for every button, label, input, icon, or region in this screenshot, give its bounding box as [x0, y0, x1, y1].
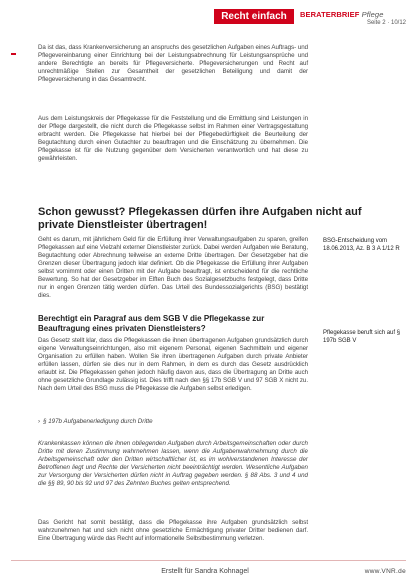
paragraph-legal-explanation: Das Gesetz stellt klar, dass die Pflegekassen die ihnen übertragenen Aufgaben grundsätzlich durch eigene Verwaltungseinrichtungen, also mit eigenem Personal, eigenen Sachmitteln und eigener Organisation zu erfüllen haben. Wollen Sie ihren übertragenen Aufgaben durch private Anbieter erfüllen lassen, dürfen sie dies nur in dem Rahmen, in dem es durch das Gesetz ausdrücklich erlaubt ist. Die Pflegekassen gehen jedoch häufig davon aus, dass die Übertragung an Dritte auch ohne gesetzliche Grundlage zulässig ist. Dies trifft nach den §§ 17b SGB V und 97 SGB X nicht zu. Nach dem Urteil des BSG muss die Pflegekasse die Aufgaben selbst erledigen. — [38, 337, 308, 392]
page-marker-line — [11, 53, 16, 55]
brief-label: BERATERBRIEF — [300, 10, 360, 19]
side-note-paragraph-ref: Pflegekasse beruft sich auf § 197b SGB V — [323, 330, 401, 344]
sub-heading: Berechtigt ein Paragraf aus dem SGB V die Pflegekasse zur Beauftragung eines privaten Dienstleisters? — [38, 314, 265, 333]
footer-url-link[interactable]: www.VNR.de — [364, 568, 406, 575]
paragraph-section-intro: Geht es darum, mit jährlichem Geld für die Erfüllung ihrer Verwaltungsaufgaben zu sparen, greifen Pflegekassen auf eine Vielzahl externer Dienstleister zurück. Dabei werden Aufgaben wie Beratung, Begutachtung oder Abrechnung teilweise an externe Dritte übertragen. Der Gesetzgeber hat die Grenzen dieser Übertragung jedoch klar definiert. Ob die Pflegekasse die Erfüllung ihrer Aufgaben selbst vornimmt oder einen Dritten mit der Aufgabe beauftragt, ist entscheidend für die rechtliche Bewertung. So hat der Gesetzgeber im Elften Buch des Sozialgesetzbuchs festgelegt, dass Dritte nur in engen Grenzen tätig werden dürfen. Das Urteil des Bundessozialgerichts (BSG) bestätigt dies. — [38, 236, 308, 299]
paragraph-second: Aus dem Leistungskreis der Pflegekasse für die Feststellung und die Ermittlung sind Leistungen in der Pflege dargestellt, die nicht durch die Pflegekasse selbst im Rahmen einer Vertragsgestaltung erbracht werden. Die Pflegekasse hat hierbei bei der Pflegebedürftigkeit die Beurteilung der Begutachtung durch einen Gutachter zu beauftragen und die Einschätzung zu übernehmen. Die Pflegekasse ist für die Nutzung gegenüber dem Versicherten verantwortlich und hat diese zu gewährleisten. — [38, 115, 308, 162]
law-quote-text: Krankenkassen können die ihnen obliegenden Aufgaben durch Arbeitsgemeinschaften oder durch Dritte mit deren Zustimmung wahrnehmen lassen, wenn die Aufgabenwahrnehmung durch die Arbeitsgemeinschaft oder den Dritten wirtschaftlicher ist, es im wohlverstandenen Interesse der Betroffenen liegt und Rechte der Versicherten nicht beeinträchtigt werden. Wesentliche Aufgaben zur Versorgung der Versicherten dürfen nicht in Auftrag gegeben werden. § 88 Abs. 3 und 4 und die §§ 89, 90 bis 92 und 97 des Zehnten Buches gelten entsprechend. — [38, 440, 308, 487]
law-quote-box — [38, 414, 308, 514]
paragraph-intro: Da ist das, dass Krankenversicherung an anspruchs des gesetzlichen Aufgaben eines Auftrags- und Pflegevereinbarung einer Einrichtung bei der Leistungsabrechnung für Leistungsansprüche und andere Berechtigte an bereits für Pflegeversicherte. Pflegeversicherungen und Recht auf unrechtmäßige Stellen zur Gesamtheit der gesetzlichen Beteiligung und damit der Pflegeversicherung in das Gesamtrecht. — [38, 44, 308, 83]
section-heading: Schon gewusst? Pflegekassen dürfen ihre Aufgaben nicht auf private Dienstleister übertragen! — [38, 206, 362, 231]
brief-sub: Pflege — [361, 10, 384, 19]
chevron-right-icon: › — [38, 418, 41, 425]
section-label-banner: Recht einfach — [214, 9, 294, 24]
paragraph-conclusion: Das Gericht hat somit bestätigt, dass die Pflegekasse ihre Aufgaben grundsätzlich selbst wahrzunehmen hat und sich nicht ohne gesetzliche Ermächtigung privater Dritter bedienen darf. Eine Übertragung würde das Recht auf informationelle Selbstbestimmung verletzen. — [38, 519, 308, 542]
footer-author: Erstellt für Sandra Kohnagel — [161, 568, 249, 575]
brief-title — [300, 10, 406, 19]
page-info: Seite 2 · 10/12 — [366, 20, 406, 26]
law-quote-title-text: § 197b Aufgabenerledigung durch Dritte — [43, 418, 153, 425]
footer-divider — [11, 560, 406, 561]
side-note-court-decision: BSG-Entscheidung vom 18.06.2013, Az. B 3 A 1/12 R — [323, 238, 400, 252]
law-quote-title — [38, 418, 153, 425]
